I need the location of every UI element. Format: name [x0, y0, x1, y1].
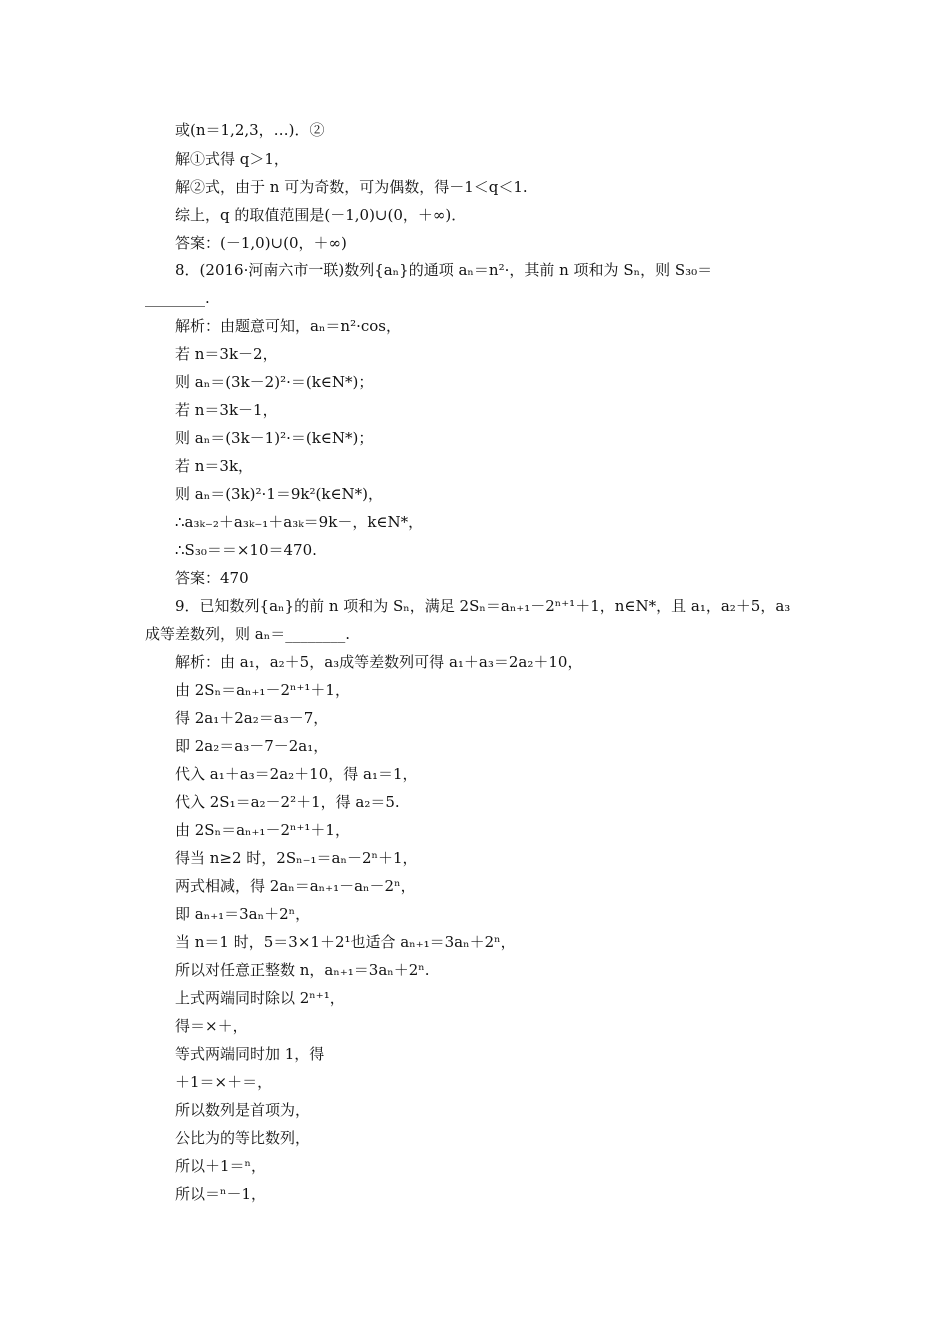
text-line: 则 aₙ＝(3k)²·1＝9k²(k∈N*)，: [175, 485, 384, 503]
text-line: 即 aₙ₊₁＝3aₙ＋2ⁿ，: [175, 905, 311, 923]
text-line: 解析：由 a₁，a₂＋5，a₃成等差数列可得 a₁＋a₃＝2a₂＋10，: [175, 653, 583, 671]
text-line: ＋1＝×＋＝，: [175, 1073, 273, 1091]
text-line: 解析：由题意可知，aₙ＝n²·cos，: [175, 317, 402, 335]
text-line: 8．(2016·河南六市一联)数列{aₙ}的通项 aₙ＝n²·，其前 n 项和为 Sₙ，则 S₃₀＝: [175, 261, 713, 279]
text-line: 代入 2S₁＝a₂－2²＋1，得 a₂＝5.: [175, 793, 400, 811]
text-line: ∴S₃₀＝＝×10＝470.: [175, 541, 317, 559]
text-line: 当 n＝1 时，5＝3×1＋2¹也适合 aₙ₊₁＝3aₙ＋2ⁿ，: [175, 933, 516, 951]
text-line: 若 n＝3k－2，: [175, 345, 278, 363]
text-line: 解②式，由于 n 可为奇数，可为偶数，得－1＜q＜1.: [175, 178, 528, 196]
text-line: 答案：(－1,0)∪(0，＋∞): [175, 234, 347, 252]
text-line: 或(n＝1,2,3，…)．②: [175, 121, 325, 139]
text-line: 若 n＝3k－1，: [175, 401, 278, 419]
text-line: 答案：470: [175, 569, 249, 587]
text-line: 成等差数列，则 aₙ＝________.: [145, 625, 350, 643]
text-line: 所以＝ⁿ－1，: [175, 1185, 267, 1203]
text-line: 所以＋1＝ⁿ，: [175, 1157, 267, 1175]
text-line: 则 aₙ＝(3k－2)²·＝(k∈N*)；: [175, 373, 374, 391]
text-line: 上式两端同时除以 2ⁿ⁺¹，: [175, 989, 345, 1007]
text-line: 代入 a₁＋a₃＝2a₂＋10，得 a₁＝1，: [175, 765, 418, 783]
text-line: 所以对任意正整数 n，aₙ₊₁＝3aₙ＋2ⁿ.: [175, 961, 430, 979]
text-line: 公比为的等比数列，: [175, 1129, 311, 1147]
text-line: 两式相减，得 2aₙ＝aₙ₊₁－aₙ－2ⁿ，: [175, 877, 416, 895]
text-line: 等式两端同时加 1，得: [175, 1045, 325, 1063]
text-line: 综上，q 的取值范围是(－1,0)∪(0，＋∞)．: [175, 206, 467, 224]
text-line: 则 aₙ＝(3k－1)²·＝(k∈N*)；: [175, 429, 374, 447]
text-line: 得 2a₁＋2a₂＝a₃－7，: [175, 709, 329, 727]
text-line: ∴a₃ₖ₋₂＋a₃ₖ₋₁＋a₃ₖ＝9k－，k∈N*，: [175, 513, 424, 531]
text-line: ________.: [145, 289, 210, 307]
text-line: 9．已知数列{aₙ}的前 n 项和为 Sₙ，满足 2Sₙ＝aₙ₊₁－2ⁿ⁺¹＋1，n∈N*，且 a₁，a₂＋5，a₃: [175, 597, 791, 615]
text-line: 由 2Sₙ＝aₙ₊₁－2ⁿ⁺¹＋1，: [175, 821, 350, 839]
text-line: 所以数列是首项为，: [175, 1101, 311, 1119]
text-line: 得当 n≥2 时，2Sₙ₋₁＝aₙ－2ⁿ＋1，: [175, 849, 418, 867]
text-line: 解①式得 q＞1，: [175, 150, 289, 168]
text-line: 即 2a₂＝a₃－7－2a₁，: [175, 737, 329, 755]
text-line: 得＝×＋，: [175, 1017, 248, 1035]
text-line: 由 2Sₙ＝aₙ₊₁－2ⁿ⁺¹＋1，: [175, 681, 350, 699]
text-line: 若 n＝3k，: [175, 457, 254, 475]
